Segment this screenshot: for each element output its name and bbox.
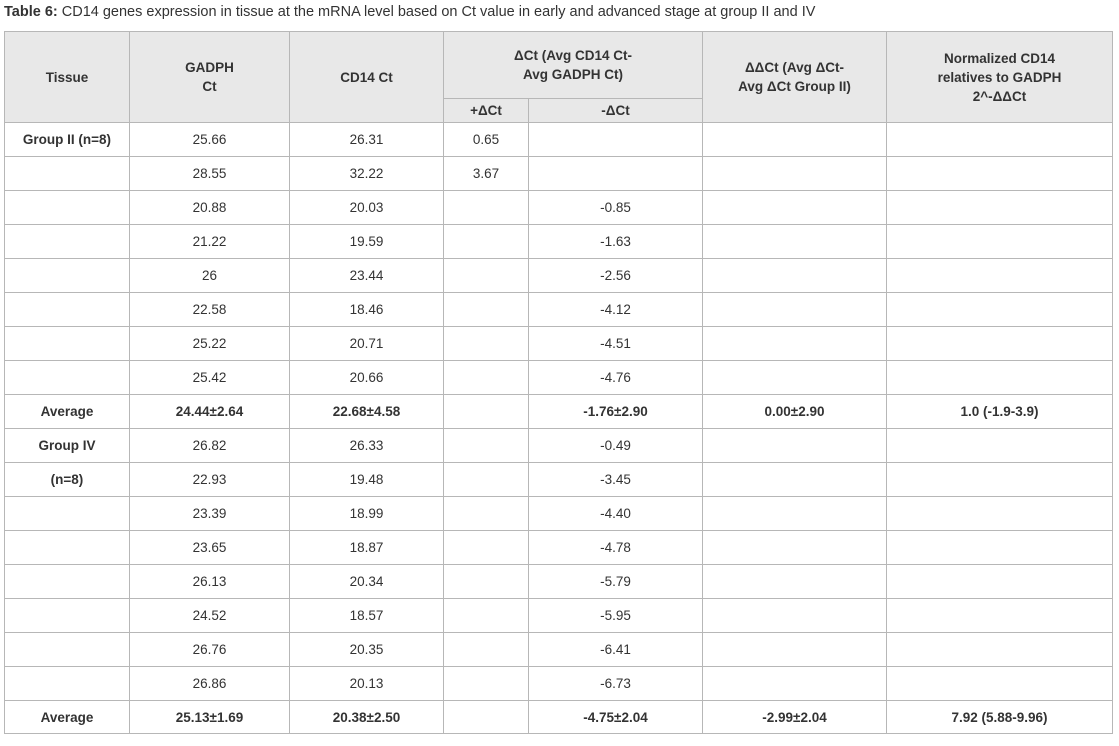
cell-gadph-ct: 28.55 xyxy=(130,157,290,191)
cell-delta-delta-ct xyxy=(703,327,887,361)
cell-cd14-ct: 20.34 xyxy=(290,565,444,599)
cell-cd14-ct: 20.03 xyxy=(290,191,444,225)
cell-positive-delta-ct xyxy=(444,429,529,463)
cell-tissue xyxy=(5,361,130,395)
table-row xyxy=(5,327,1113,361)
cell-cd14-ct: 20.35 xyxy=(290,633,444,667)
cell-gadph-ct: 23.65 xyxy=(130,531,290,565)
cell-normalized-cd14 xyxy=(887,123,1113,157)
cell-delta-delta-ct xyxy=(703,429,887,463)
cell-negative-delta-ct: -5.95 xyxy=(529,599,703,633)
cell-positive-delta-ct xyxy=(444,463,529,497)
cell-negative-delta-ct: -1.76±2.90 xyxy=(529,395,703,429)
cell-delta-delta-ct: -2.99±2.04 xyxy=(703,701,887,734)
cell-delta-delta-ct xyxy=(703,599,887,633)
table-row xyxy=(5,225,1113,259)
cell-gadph-ct: 21.22 xyxy=(130,225,290,259)
cell-cd14-ct: 26.33 xyxy=(290,429,444,463)
cell-cd14-ct: 18.57 xyxy=(290,599,444,633)
cell-negative-delta-ct: -0.49 xyxy=(529,429,703,463)
header-cd14-ct: CD14 Ct xyxy=(290,32,444,123)
cell-tissue: Group IV xyxy=(5,429,130,463)
cell-delta-delta-ct xyxy=(703,191,887,225)
cell-positive-delta-ct: 3.67 xyxy=(444,157,529,191)
cell-tissue xyxy=(5,667,130,701)
cell-tissue xyxy=(5,293,130,327)
cell-cd14-ct: 20.13 xyxy=(290,667,444,701)
cell-gadph-ct: 22.93 xyxy=(130,463,290,497)
cell-normalized-cd14 xyxy=(887,191,1113,225)
cell-normalized-cd14 xyxy=(887,463,1113,497)
table-row xyxy=(5,293,1113,327)
cell-negative-delta-ct: -3.45 xyxy=(529,463,703,497)
cell-negative-delta-ct: -6.73 xyxy=(529,667,703,701)
table-row xyxy=(5,361,1113,395)
cell-delta-delta-ct xyxy=(703,225,887,259)
cell-positive-delta-ct xyxy=(444,531,529,565)
cell-normalized-cd14 xyxy=(887,667,1113,701)
cell-positive-delta-ct xyxy=(444,395,529,429)
cell-normalized-cd14 xyxy=(887,599,1113,633)
cell-positive-delta-ct xyxy=(444,497,529,531)
cell-normalized-cd14 xyxy=(887,531,1113,565)
cell-tissue xyxy=(5,327,130,361)
table-row xyxy=(5,259,1113,293)
cell-gadph-ct: 25.13±1.69 xyxy=(130,701,290,734)
cell-negative-delta-ct: -4.40 xyxy=(529,497,703,531)
cell-tissue xyxy=(5,565,130,599)
cell-gadph-ct: 25.42 xyxy=(130,361,290,395)
cell-tissue: Group II (n=8) xyxy=(5,123,130,157)
cell-gadph-ct: 22.58 xyxy=(130,293,290,327)
cell-gadph-ct: 24.52 xyxy=(130,599,290,633)
cell-normalized-cd14 xyxy=(887,497,1113,531)
table-row xyxy=(5,157,1113,191)
cell-cd14-ct: 22.68±4.58 xyxy=(290,395,444,429)
cell-gadph-ct: 26 xyxy=(130,259,290,293)
cell-delta-delta-ct xyxy=(703,633,887,667)
header-negative-delta-ct: -ΔCt xyxy=(529,99,703,123)
cell-gadph-ct: 25.66 xyxy=(130,123,290,157)
cell-normalized-cd14 xyxy=(887,361,1113,395)
cell-gadph-ct: 20.88 xyxy=(130,191,290,225)
table-row xyxy=(5,395,1113,429)
cell-negative-delta-ct: -1.63 xyxy=(529,225,703,259)
cell-cd14-ct: 18.99 xyxy=(290,497,444,531)
table-body xyxy=(5,123,1113,734)
header-gadph-ct: GADPH Ct xyxy=(130,32,290,123)
cell-delta-delta-ct: 0.00±2.90 xyxy=(703,395,887,429)
cell-cd14-ct: 20.66 xyxy=(290,361,444,395)
table-caption-label: Table 6: xyxy=(4,4,58,20)
cell-positive-delta-ct xyxy=(444,701,529,734)
cell-negative-delta-ct: -4.51 xyxy=(529,327,703,361)
header-normalized-cd14: Normalized CD14 relatives to GADPH 2^-ΔΔCt xyxy=(887,32,1113,123)
cell-delta-delta-ct xyxy=(703,293,887,327)
cell-cd14-ct: 20.71 xyxy=(290,327,444,361)
cell-negative-delta-ct: -2.56 xyxy=(529,259,703,293)
cell-negative-delta-ct xyxy=(529,157,703,191)
cell-tissue xyxy=(5,531,130,565)
cell-normalized-cd14 xyxy=(887,259,1113,293)
cell-positive-delta-ct xyxy=(444,191,529,225)
table-row xyxy=(5,565,1113,599)
cell-positive-delta-ct xyxy=(444,361,529,395)
cell-normalized-cd14: 1.0 (-1.9-3.9) xyxy=(887,395,1113,429)
cell-positive-delta-ct xyxy=(444,633,529,667)
table-row xyxy=(5,633,1113,667)
cell-normalized-cd14 xyxy=(887,157,1113,191)
cell-gadph-ct: 25.22 xyxy=(130,327,290,361)
cell-gadph-ct: 26.13 xyxy=(130,565,290,599)
cell-negative-delta-ct: -4.12 xyxy=(529,293,703,327)
cell-positive-delta-ct xyxy=(444,327,529,361)
cell-cd14-ct: 26.31 xyxy=(290,123,444,157)
cell-cd14-ct: 20.38±2.50 xyxy=(290,701,444,734)
cell-normalized-cd14 xyxy=(887,293,1113,327)
table-row xyxy=(5,463,1113,497)
cell-gadph-ct: 26.86 xyxy=(130,667,290,701)
cell-tissue xyxy=(5,497,130,531)
cell-gadph-ct: 26.82 xyxy=(130,429,290,463)
table-row xyxy=(5,701,1113,734)
table-row xyxy=(5,531,1113,565)
table-row xyxy=(5,123,1113,157)
table-row xyxy=(5,667,1113,701)
cell-normalized-cd14 xyxy=(887,633,1113,667)
cell-positive-delta-ct xyxy=(444,293,529,327)
cell-delta-delta-ct xyxy=(703,497,887,531)
header-delta-delta-ct: ΔΔCt (Avg ΔCt- Avg ΔCt Group II) xyxy=(703,32,887,123)
cell-tissue xyxy=(5,633,130,667)
cell-delta-delta-ct xyxy=(703,123,887,157)
cell-delta-delta-ct xyxy=(703,463,887,497)
cell-normalized-cd14 xyxy=(887,565,1113,599)
cell-cd14-ct: 23.44 xyxy=(290,259,444,293)
cell-gadph-ct: 23.39 xyxy=(130,497,290,531)
cell-cd14-ct: 18.46 xyxy=(290,293,444,327)
cell-cd14-ct: 32.22 xyxy=(290,157,444,191)
cell-tissue: Average xyxy=(5,395,130,429)
cell-normalized-cd14: 7.92 (5.88-9.96) xyxy=(887,701,1113,734)
cell-normalized-cd14 xyxy=(887,429,1113,463)
cell-positive-delta-ct: 0.65 xyxy=(444,123,529,157)
cell-tissue xyxy=(5,259,130,293)
cell-delta-delta-ct xyxy=(703,157,887,191)
cell-tissue xyxy=(5,599,130,633)
cell-positive-delta-ct xyxy=(444,259,529,293)
cell-delta-delta-ct xyxy=(703,667,887,701)
cell-negative-delta-ct xyxy=(529,123,703,157)
table-row xyxy=(5,429,1113,463)
cell-negative-delta-ct: -4.78 xyxy=(529,531,703,565)
cd14-expression-table xyxy=(4,31,1113,734)
table-row xyxy=(5,497,1113,531)
cell-positive-delta-ct xyxy=(444,225,529,259)
cell-positive-delta-ct xyxy=(444,599,529,633)
table-caption xyxy=(4,4,815,20)
cell-delta-delta-ct xyxy=(703,565,887,599)
header-positive-delta-ct: +ΔCt xyxy=(444,99,529,123)
table-caption-text: CD14 genes expression in tissue at the mRNA level based on Ct value in early and advanced stage at group II and IV xyxy=(57,4,816,20)
cell-tissue: Average xyxy=(5,701,130,734)
cell-cd14-ct: 18.87 xyxy=(290,531,444,565)
cell-positive-delta-ct xyxy=(444,565,529,599)
header-tissue: Tissue xyxy=(5,32,130,123)
cell-tissue xyxy=(5,157,130,191)
cell-cd14-ct: 19.59 xyxy=(290,225,444,259)
cell-delta-delta-ct xyxy=(703,259,887,293)
cell-positive-delta-ct xyxy=(444,667,529,701)
cell-delta-delta-ct xyxy=(703,361,887,395)
cell-normalized-cd14 xyxy=(887,225,1113,259)
cell-negative-delta-ct: -4.76 xyxy=(529,361,703,395)
cell-negative-delta-ct: -6.41 xyxy=(529,633,703,667)
table-row xyxy=(5,191,1113,225)
cell-gadph-ct: 26.76 xyxy=(130,633,290,667)
cell-delta-delta-ct xyxy=(703,531,887,565)
header-delta-ct: ΔCt (Avg CD14 Ct- Avg GADPH Ct) xyxy=(444,32,703,99)
cell-cd14-ct: 19.48 xyxy=(290,463,444,497)
cell-negative-delta-ct: -0.85 xyxy=(529,191,703,225)
table-row xyxy=(5,599,1113,633)
cell-normalized-cd14 xyxy=(887,327,1113,361)
cell-tissue xyxy=(5,225,130,259)
cell-negative-delta-ct: -5.79 xyxy=(529,565,703,599)
cell-negative-delta-ct: -4.75±2.04 xyxy=(529,701,703,734)
cell-tissue xyxy=(5,191,130,225)
cell-gadph-ct: 24.44±2.64 xyxy=(130,395,290,429)
cell-tissue: (n=8) xyxy=(5,463,130,497)
